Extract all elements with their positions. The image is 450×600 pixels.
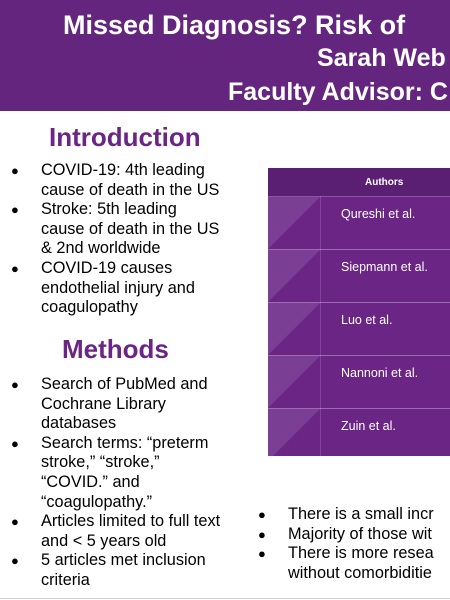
bullet-icon: ● — [11, 202, 19, 218]
list-item: ● 5 articles met inclusion criteria — [11, 551, 206, 589]
bottom-divider — [0, 598, 450, 599]
introduction-list — [6, 161, 226, 318]
table-row — [268, 303, 450, 356]
list-item: ● COVID-19: 4th leading cause of death in the US — [11, 161, 220, 199]
list-item: ● Majority of those wit — [258, 524, 432, 543]
methods-list — [6, 375, 228, 591]
table-row — [268, 197, 450, 250]
row-decoration — [268, 356, 320, 408]
table-row — [268, 250, 450, 303]
bullet-icon: ● — [11, 435, 19, 451]
list-item: ● COVID-19 causes endothelial injury and coagulopathy — [11, 258, 195, 317]
row-decoration — [268, 409, 320, 456]
poster-title: Missed Diagnosis? Risk of — [63, 10, 406, 40]
row-decoration — [268, 197, 320, 249]
list-item: ● There is a small incr — [258, 505, 434, 523]
list-item: ● Articles limited to full text and < 5 years old — [11, 512, 221, 550]
table-cell: Luo et al. — [341, 313, 393, 327]
row-decoration — [268, 303, 320, 355]
bullet-icon: ● — [258, 526, 266, 542]
table-cell: Nannoni et al. — [341, 366, 419, 380]
list-item: ● Stroke: 5th leading cause of death in the US & 2nd worldwide — [11, 200, 220, 258]
table-cell: Qureshi et al. — [341, 207, 416, 221]
bullet-icon: ● — [11, 553, 19, 569]
poster-advisor: Faculty Advisor: C — [228, 78, 448, 106]
bullet-icon: ● — [11, 377, 19, 392]
table-header-authors: Authors — [365, 177, 404, 188]
table-row — [268, 356, 450, 409]
poster-header — [0, 0, 450, 111]
list-item: ● There is more resea without comorbiditie — [258, 544, 434, 582]
row-decoration — [268, 250, 320, 302]
table-cell: Siepmann et al. — [341, 260, 428, 274]
column-divider — [320, 196, 321, 456]
bullet-icon: ● — [258, 546, 266, 562]
table-row — [268, 409, 450, 456]
introduction-heading: Introduction — [49, 122, 201, 152]
authors-table — [268, 168, 450, 456]
bullet-icon: ● — [11, 514, 19, 530]
poster-author: Sarah Web — [317, 44, 446, 72]
results-list — [253, 505, 450, 583]
table-header — [268, 168, 450, 197]
list-item: ● Search terms: “preterm stroke,” “stroke,” “COVID.” and “coagulopathy.” — [11, 433, 209, 511]
bullet-icon: ● — [11, 163, 19, 178]
table-cell: Zuin et al. — [341, 419, 396, 433]
methods-heading: Methods — [62, 334, 169, 364]
bullet-icon: ● — [11, 260, 19, 276]
bullet-icon: ● — [258, 507, 266, 522]
list-item: ● Search of PubMed and Cochrane Library databases — [11, 375, 208, 433]
